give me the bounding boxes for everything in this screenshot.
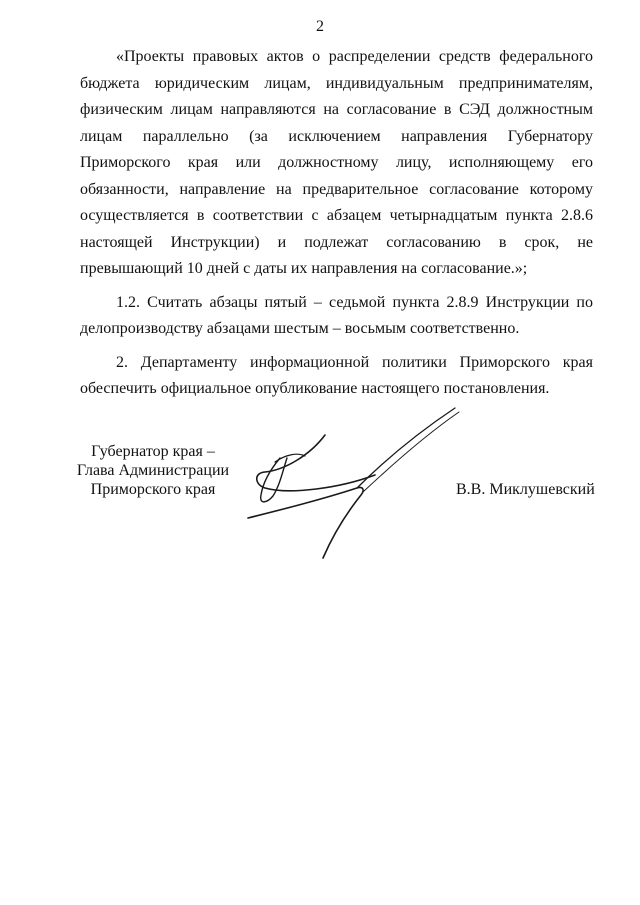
signatory-title-line: Приморского края: [90, 481, 216, 498]
handwritten-signature: [245, 400, 470, 560]
signer-name: В.В. Миклушевский: [456, 481, 595, 498]
signatory-title-line: Губернатор края –: [91, 443, 215, 460]
signatory-title: [68, 442, 238, 499]
paragraph-item-1-2: 1.2. Считать абзацы пятый – седьмой пункта 2.8.9 Инструкции по делопроизводству абзацами шестым – восьмым соответственно.: [80, 293, 593, 337]
paragraph-quoted-rule: «Проекты правовых актов о распределении средств федерального бюджета юридическим лицам, индивидуальным предпринимателям, физическим лицам направляются на согласование в СЭД должностным лицам параллельно (за исключением направления Губернатору Приморского края или должностному лицу, исполняющему его обязанности, направление на предварительное согласование которому осуществляется в соответствии с абзацем четырнадцатым пункта 2.8.6 настоящей Инструкции) и подлежат согласованию в срок, не превышающий 10 дней с даты их направления на согласование.»;: [80, 48, 593, 277]
document-body: [80, 44, 593, 403]
page-number: 2: [316, 18, 324, 35]
paragraph-item-2: 2. Департаменту информационной политики Приморского края обеспечить официальное опубликование настоящего постановления.: [80, 353, 593, 397]
signatory-title-line: Глава Администрации: [76, 462, 230, 479]
